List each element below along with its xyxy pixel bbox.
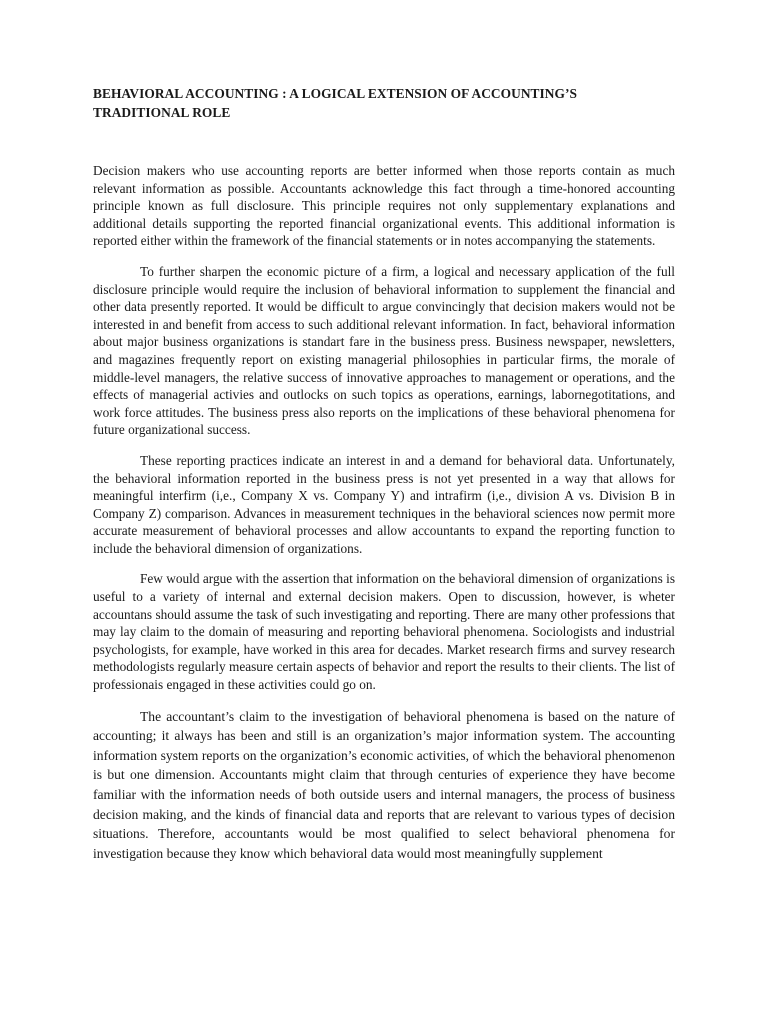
paragraph-5: The accountant’s claim to the investigation of behavioral phenomena is based on the nature of accounting; it always has been and still is an organization’s major information system. The accounting information system reports on the organization’s economic activities, of which the behavioral phenomenon is but one dimension. Accountants might claim that through centuries of experience they have become familiar with the information needs of both outside users and internal managers, the process of business decision making, and the kinds of financial data and reports that are relevant to various types of decision situations. Therefore, accountants would be most qualified to select behavioral phenomena for investigation because they know which behavioral data would most meaningfully supplement: [93, 708, 675, 861]
paragraph-3: These reporting practices indicate an interest in and a demand for behavioral data. Unfortunately, the behavioral information reported in the business press is not yet presented in a way that allows for meaningful interfirm (i,e., Company X vs. Company Y) and intrafirm (i,e., division A vs. Division B in Company Z) comparison. Advances in measurement techniques in the behavioral sciences now permit more accurate measurement of behavioral processes and allow accountants to expand the reporting function to include the behavioral dimension of organizations.: [93, 452, 675, 556]
document-page: [93, 84, 675, 876]
paragraph-2: To further sharpen the economic picture of a firm, a logical and necessary application of the full disclosure principle would require the inclusion of behavioral information to supplement the financial and other data presently reported. It would be difficult to argue convincingly that decision makers would not be interested in and benefit from access to such additional relevant information. In fact, behavioral information about major business organizations is standart fare in the business press. Business newspaper, newsletters, and magazines frequently report on existing managerial philosophies in particular firms, the morale of middle-level managers, the relative success of innovative approaches to management or operations, and the effects of managerial activies and outlocks on such topics as operations, earnings, labornegotitations, and work force attitudes. The business press also reports on the implications of these behavioral phenomena for future organizational success.: [93, 263, 675, 438]
paragraph-1: Decision makers who use accounting reports are better informed when those reports contain as much relevant information as possible. Accountants acknowledge this fact through a time-honored accounting principle known as full disclosure. This principle requires not only supplementary explanations and additional details supporting the reported financial organizational events. This additional information is reported either within the framework of the financial statements or in notes accompanying the statements.: [93, 163, 675, 249]
document-title: BEHAVIORAL ACCOUNTING : A LOGICAL EXTENSION OF ACCOUNTING’S TRADITIONAL ROLE: [93, 86, 577, 120]
paragraph-4: Few would argue with the assertion that information on the behavioral dimension of organizations is useful to a variety of internal and external decision makers. Open to discussion, however, is wheter accountans should assume the task of such investigating and reporting. There are many other professions that may lay claim to the domain of measuring and reporting behavioral phenomena. Sociologists and industrial psychologists, for example, have worked in this area for decades. Market research firms and survey research methodologists regularly measure certain aspects of behavior and report the results to their clients. The list of professionais engaged in these activities could go on.: [93, 571, 675, 693]
